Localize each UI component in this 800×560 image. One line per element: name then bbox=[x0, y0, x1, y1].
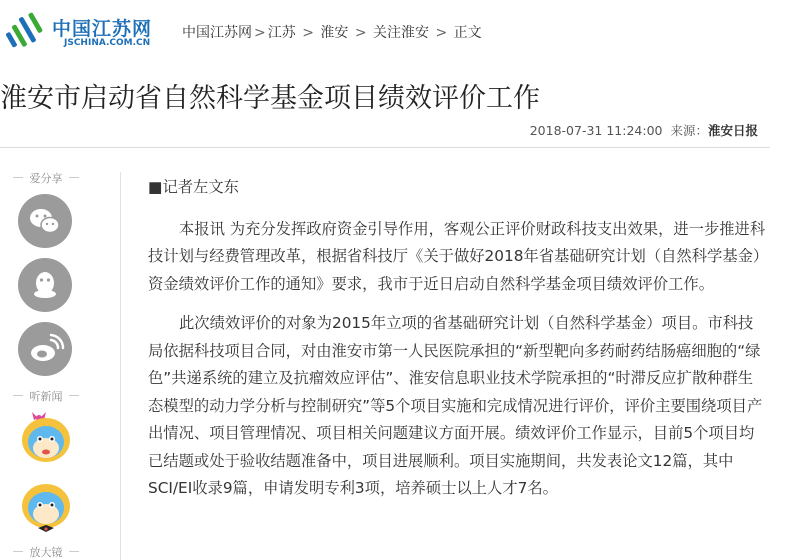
female-voice-button[interactable] bbox=[18, 410, 74, 470]
breadcrumb-separator: > bbox=[254, 25, 266, 41]
male-voice-button[interactable] bbox=[18, 478, 74, 538]
breadcrumb-jiangsu[interactable]: 江苏 bbox=[267, 25, 296, 41]
article-paragraph-2: 此次绩效评价的对象为2015年立项的省基础研究计划（自然科学基金）项目。市科技局依据科技项目合同，对由淮安市第一人民医院承担的“新型靶向多药耐药结肠癌细胞的“绿色”共递系统的建立及抗瘤效应评估”、淮安信息职业技术学院承担的“时滞反应扩散种群生态模型的动力学分析与控制研究”等5个项目实施和完成情况进行评价，评价主要围绕项目产出情况、项目管理情况、项目相关问题建议方面开展。绩效评价工作显示，目前5个项目均已结题或处于验收结题准备中，项目进展顺利。项目实施期间，共发表论文12篇，其中SCI/EI收录9篇，申请发明专利3项，培养硕士以上人才7名。 bbox=[148, 314, 763, 497]
qq-icon bbox=[18, 258, 72, 312]
article-title: 淮安市启动省自然科学基金项目绩效评价工作 bbox=[0, 83, 540, 114]
breadcrumb-separator: > bbox=[435, 25, 448, 41]
weibo-icon bbox=[18, 322, 72, 376]
article-meta bbox=[530, 121, 758, 139]
article-body bbox=[148, 170, 768, 503]
logo-text-cn: 中国江苏网 bbox=[52, 18, 153, 40]
breadcrumb-huaian[interactable]: 淮安 bbox=[320, 25, 349, 41]
article-reporter: ■记者左文东 bbox=[148, 178, 239, 196]
article-source[interactable]: 淮安日报 bbox=[707, 123, 758, 138]
breadcrumb-home[interactable]: 中国江苏网 bbox=[182, 25, 252, 41]
logo-text-en: JSCHINA.COM.CN bbox=[64, 38, 151, 48]
site-logo[interactable] bbox=[6, 8, 156, 54]
male-voice-avatar-icon bbox=[18, 478, 74, 538]
weibo-share-button[interactable] bbox=[18, 322, 72, 376]
logo-mark-icon bbox=[6, 8, 46, 54]
share-section-label: 爱分享 bbox=[13, 170, 79, 186]
breadcrumb-separator: > bbox=[302, 25, 314, 41]
listen-section-label: 听新闻 bbox=[13, 388, 79, 404]
sidebar-divider bbox=[120, 172, 121, 560]
source-label: 来源： bbox=[670, 123, 708, 138]
female-voice-avatar-icon bbox=[18, 410, 74, 470]
article-paragraph-1: 本报讯 为充分发挥政府资金引导作用，客观公正评价财政科技支出效果，进一步推进科技计划与经费管理改革，根据省科技厅《关于做好2018年省基础研究计划（自然科学基金）资金绩效评价工作的通知》要求，我市于近日启动自然科学基金项目绩效评价工作。 bbox=[148, 219, 766, 293]
article-datetime: 2018-07-31 11:24:00 bbox=[529, 123, 663, 138]
zoom-section-label[interactable]: 放大镜 bbox=[13, 544, 79, 560]
wechat-share-button[interactable] bbox=[18, 194, 72, 248]
qq-share-button[interactable] bbox=[18, 258, 72, 312]
breadcrumb-focus-huaian[interactable]: 关注淮安 bbox=[373, 25, 430, 41]
wechat-icon bbox=[18, 194, 72, 248]
breadcrumb-separator: > bbox=[354, 25, 367, 41]
breadcrumb bbox=[182, 22, 482, 42]
site-header bbox=[0, 0, 800, 62]
share-sidebar bbox=[0, 160, 90, 560]
title-divider bbox=[0, 147, 770, 148]
breadcrumb-current: 正文 bbox=[453, 25, 482, 41]
